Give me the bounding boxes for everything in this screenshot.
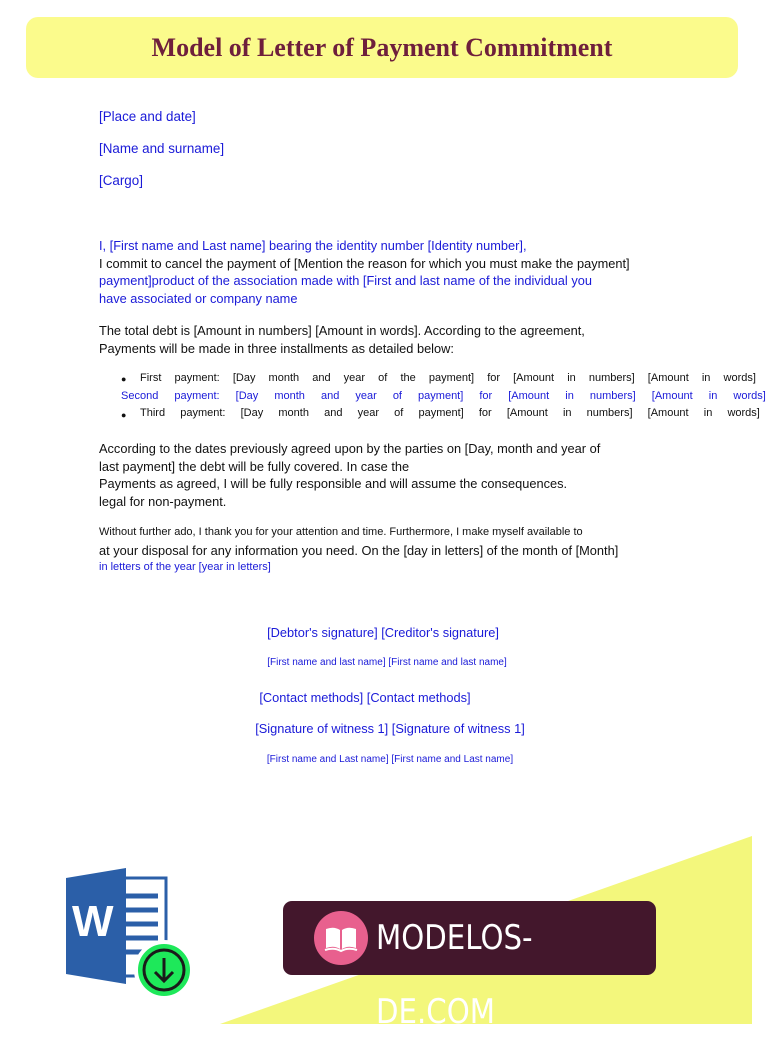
installment-word: year (343, 372, 366, 384)
installment-word: [Amount (513, 372, 555, 384)
installment-word: [Day (240, 407, 264, 419)
installment-word: payment] (418, 407, 464, 419)
installment-word: payment] (428, 372, 475, 384)
installment-word: for (478, 407, 492, 419)
installment-word: month (274, 390, 305, 402)
name-surname-field: [Name and surname] (99, 141, 225, 156)
installment-word: [Amount (647, 407, 689, 419)
installment-word: and (320, 390, 340, 402)
installment-word: month (278, 407, 309, 419)
installment-word: in (562, 407, 572, 419)
installment-word: [Day (235, 390, 259, 402)
installment-word: numbers] (586, 407, 633, 419)
contact-methods-line: [Contact methods] [Contact methods] (259, 690, 471, 705)
intro-line-2: I commit to cancel the payment of [Mention the reason for which you must make the payment] (99, 256, 630, 271)
document-title: Model of Letter of Payment Commitment (151, 33, 613, 62)
intro-line-4: have associated or company name (99, 291, 298, 306)
installment-word: of (394, 407, 404, 419)
installment-word: [Amount (508, 390, 550, 402)
bullet-icon: ● (121, 374, 127, 384)
installment-word: for (479, 390, 493, 402)
agreement-line-3: Payments as agreed, I will be fully responsible and will assume the consequences. (99, 476, 568, 491)
installment-word: the (400, 372, 416, 384)
installment-third (140, 407, 760, 419)
installment-word: payment: (174, 372, 220, 384)
installment-word: payment: (180, 407, 226, 419)
installment-word: [Amount (506, 407, 548, 419)
agreement-line-4: legal for non-payment. (99, 494, 227, 509)
place-date-field: [Place and date] (99, 109, 196, 124)
installment-word: [Day (232, 372, 256, 384)
installment-word: of (378, 372, 388, 384)
closing-line-1: Without further ado, I thank you for your attention and time. Furthermore, I make myself available to (99, 526, 583, 538)
signature-names-line: [First name and last name] [First name and last name] (267, 657, 507, 668)
cargo-field: [Cargo] (99, 173, 143, 188)
installment-word: of (392, 390, 402, 402)
installment-word: First (140, 372, 162, 384)
bullet-icon: ● (121, 410, 127, 420)
closing-line-3: in letters of the year [year in letters] (99, 561, 271, 573)
installment-word: year (357, 407, 379, 419)
installment-word: Second (121, 390, 159, 402)
installment-word: in (703, 407, 713, 419)
installment-second (121, 390, 766, 402)
word-download-icon[interactable] (64, 866, 196, 1008)
brand-logo[interactable] (283, 901, 656, 1032)
installment-word: in (565, 390, 574, 402)
title-banner (26, 17, 738, 78)
installment-word: year (355, 390, 377, 402)
installment-word: payment: (174, 390, 220, 402)
intro-line-1: I, [First name and Last name] bearing the identity number [Identity number], (99, 238, 527, 253)
debt-line-1: The total debt is [Amount in numbers] [Amount in words]. According to the agreement, (99, 323, 585, 338)
svg-text:W: W (72, 897, 114, 946)
installment-word: numbers] (588, 372, 635, 384)
witness-signature-line: [Signature of witness 1] [Signature of witness 1] (255, 721, 525, 736)
installment-word: in (567, 372, 576, 384)
agreement-line-2: last payment] the debt will be fully covered. In case the (99, 459, 410, 474)
closing-line-2: at your disposal for any information you need. On the [day in letters] of the month of [Month] (99, 543, 619, 558)
installment-word: in (708, 390, 718, 402)
installment-word: month (268, 372, 300, 384)
installment-word: for (487, 372, 501, 384)
installment-word: payment] (418, 390, 464, 402)
agreement-line-1: According to the dates previously agreed upon by the parties on [Day, month and year of (99, 441, 601, 456)
installment-word: and (324, 407, 343, 419)
installment-word: words] (723, 372, 756, 384)
installment-word: and (312, 372, 331, 384)
installment-word: words] (733, 390, 766, 402)
witness-names-line: [First name and Last name] [First name and Last name] (266, 754, 514, 765)
installment-word: Third (140, 407, 166, 419)
installment-word: [Amount (651, 390, 693, 402)
installment-word: in (701, 372, 711, 384)
signature-line: [Debtor's signature] [Creditor's signature] (267, 625, 499, 640)
installment-first (140, 372, 756, 384)
debt-line-2: Payments will be made in three installments as detailed below: (99, 341, 454, 356)
installment-word: words] (727, 407, 760, 419)
installment-word: [Amount (647, 372, 689, 384)
installment-word: numbers] (589, 390, 636, 402)
intro-line-3: payment]product of the association made with [First and last name of the individual you (99, 273, 592, 288)
book-icon (314, 911, 368, 965)
brand-text: MODELOS-DE.COM (376, 918, 533, 1032)
